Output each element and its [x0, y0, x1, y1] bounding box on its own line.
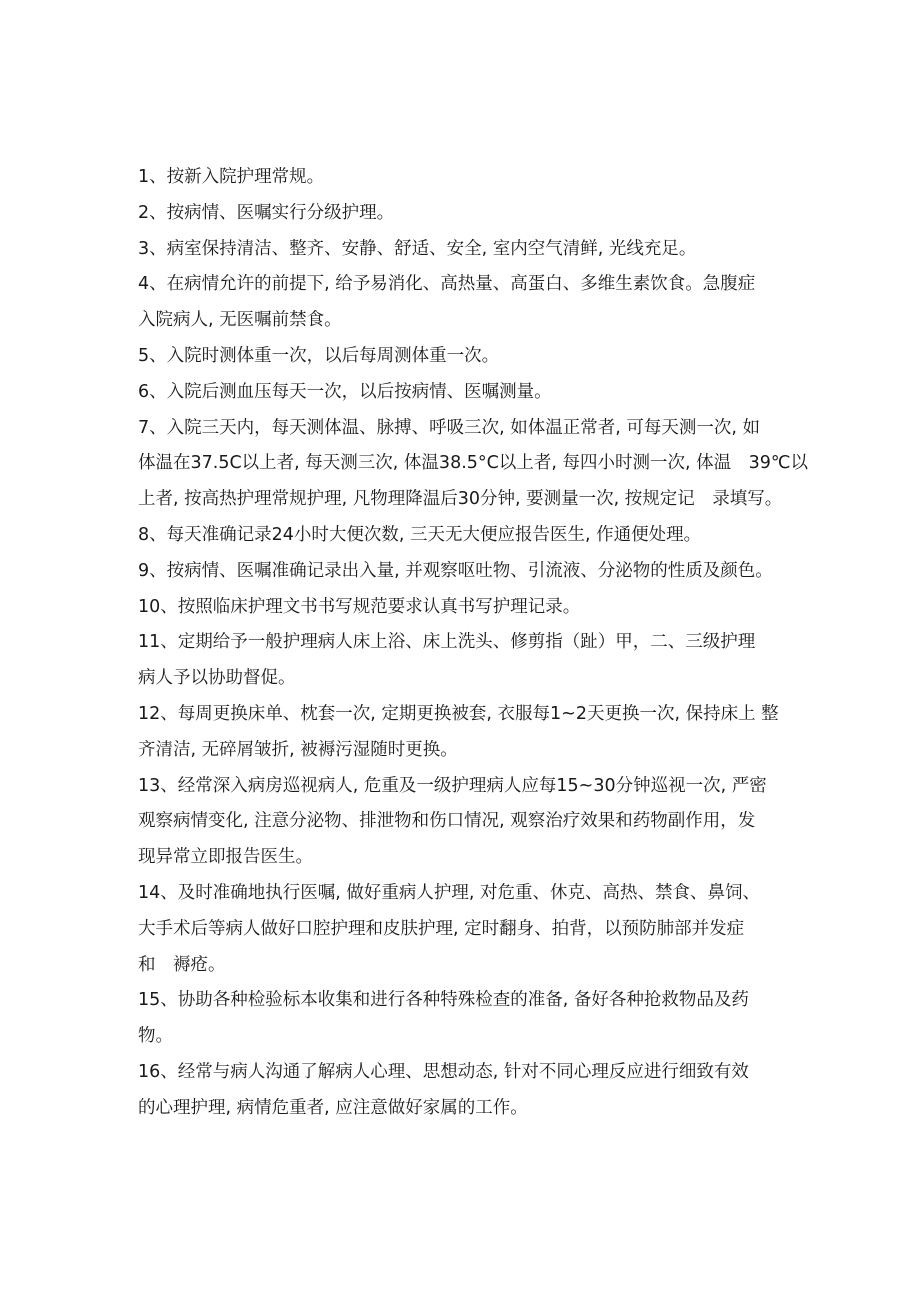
- list-item-line: 病人予以协助督促。: [138, 668, 296, 689]
- list-item-line: 13、经常深入病房巡视病人, 危重及一级护理病人应每15~30分钟巡视一次, 严密: [138, 775, 767, 796]
- list-item-line: 2、按病情、医嘱实行分级护理。: [138, 202, 395, 223]
- list-item-line: 12、每周更换床单、枕套一次, 定期更换被套, 衣服每1~2天更换一次, 保持床上 整: [138, 703, 779, 724]
- list-item-line: 物。: [138, 1026, 173, 1047]
- list-item-line: 10、按照临床护理文书书写规范要求认真书写护理记录。: [138, 596, 581, 617]
- list-item-line: 现异常立即报告医生。: [138, 847, 313, 868]
- list-item: [138, 411, 809, 518]
- list-item: [138, 590, 798, 626]
- list-item-line: 15、协助各种检验标本收集和进行各种特殊检查的准备, 备好各种抢救物品及药: [138, 990, 749, 1011]
- list-item: [138, 1055, 798, 1127]
- list-item-line: 1、按新入院护理常规。: [138, 167, 325, 187]
- list-item: [138, 267, 798, 339]
- list-item: [138, 375, 798, 411]
- list-item-line: 14、及时准确地执行医嘱, 做好重病人护理, 对危重、休克、高热、禁食、鼻饲、: [138, 882, 761, 903]
- list-item-line: 观察病情变化, 注意分泌物、排泄物和伤口情况, 观察治疗效果和药物副作用，发: [138, 811, 756, 832]
- document-body: [138, 160, 809, 1127]
- list-item-line: 3、病室保持清洁、整齐、安静、舒适、安全, 室内空气清鲜, 光线充足。: [138, 238, 697, 259]
- list-item: [138, 232, 798, 268]
- list-item-line: 8、每天准确记录24小时大便次数, 三天无大便应报告医生, 作通便处理。: [138, 524, 702, 545]
- list-item-line: 入院病人, 无医嘱前禁食。: [138, 310, 342, 331]
- list-item-line: 7、入院三天内，每天测体温、脉搏、呼吸三次, 如体温正常者, 可每天测一次, 如: [138, 417, 761, 438]
- list-item-line: 上者, 按高热护理常规护理, 凡物理降温后30分钟, 要测量一次, 按规定记 录填写。: [138, 489, 783, 510]
- list-item: [138, 876, 798, 983]
- list-item: [138, 769, 798, 876]
- list-item-line: 大手术后等病人做好口腔护理和皮肤护理, 定时翻身、拍背，以预防肺部并发症: [138, 918, 745, 939]
- list-item: [138, 983, 798, 1055]
- list-item: [138, 160, 798, 196]
- list-item-line: 的心理护理, 病情危重者, 应注意做好家属的工作。: [138, 1097, 528, 1118]
- list-item-line: 5、入院时测体重一次，以后每周测体重一次。: [138, 345, 500, 366]
- list-item-line: 6、入院后测血压每天一次，以后按病情、医嘱测量。: [138, 381, 552, 402]
- list-item-line: 4、在病情允许的前提下, 给予易消化、高热量、高蛋白、多维生素饮食。急腹症: [138, 274, 756, 295]
- list-item: [138, 196, 798, 232]
- list-item: [138, 518, 798, 554]
- list-item: [138, 339, 798, 375]
- list-item: [138, 697, 798, 769]
- list-item: [138, 625, 798, 697]
- list-item-line: 16、经常与病人沟通了解病人心理、思想动态, 针对不同心理反应进行细致有效: [138, 1061, 749, 1082]
- list-item-line: 体温在37.5C以上者, 每天测三次, 体温38.5°C以上者, 每四小时测一次, 体温 39℃以: [138, 453, 809, 474]
- list-item-line: 和 褥疮。: [138, 954, 226, 975]
- list-item-line: 齐清洁, 无碎屑皱折, 被褥污湿随时更换。: [138, 739, 458, 760]
- list-item-line: 11、定期给予一般护理病人床上浴、床上洗头、修剪指（趾）甲，二、三级护理: [138, 632, 756, 653]
- list-item-line: 9、按病情、医嘱准确记录出入量, 并观察呕吐物、引流液、分泌物的性质及颜色。: [138, 560, 773, 581]
- list-item: [138, 554, 798, 590]
